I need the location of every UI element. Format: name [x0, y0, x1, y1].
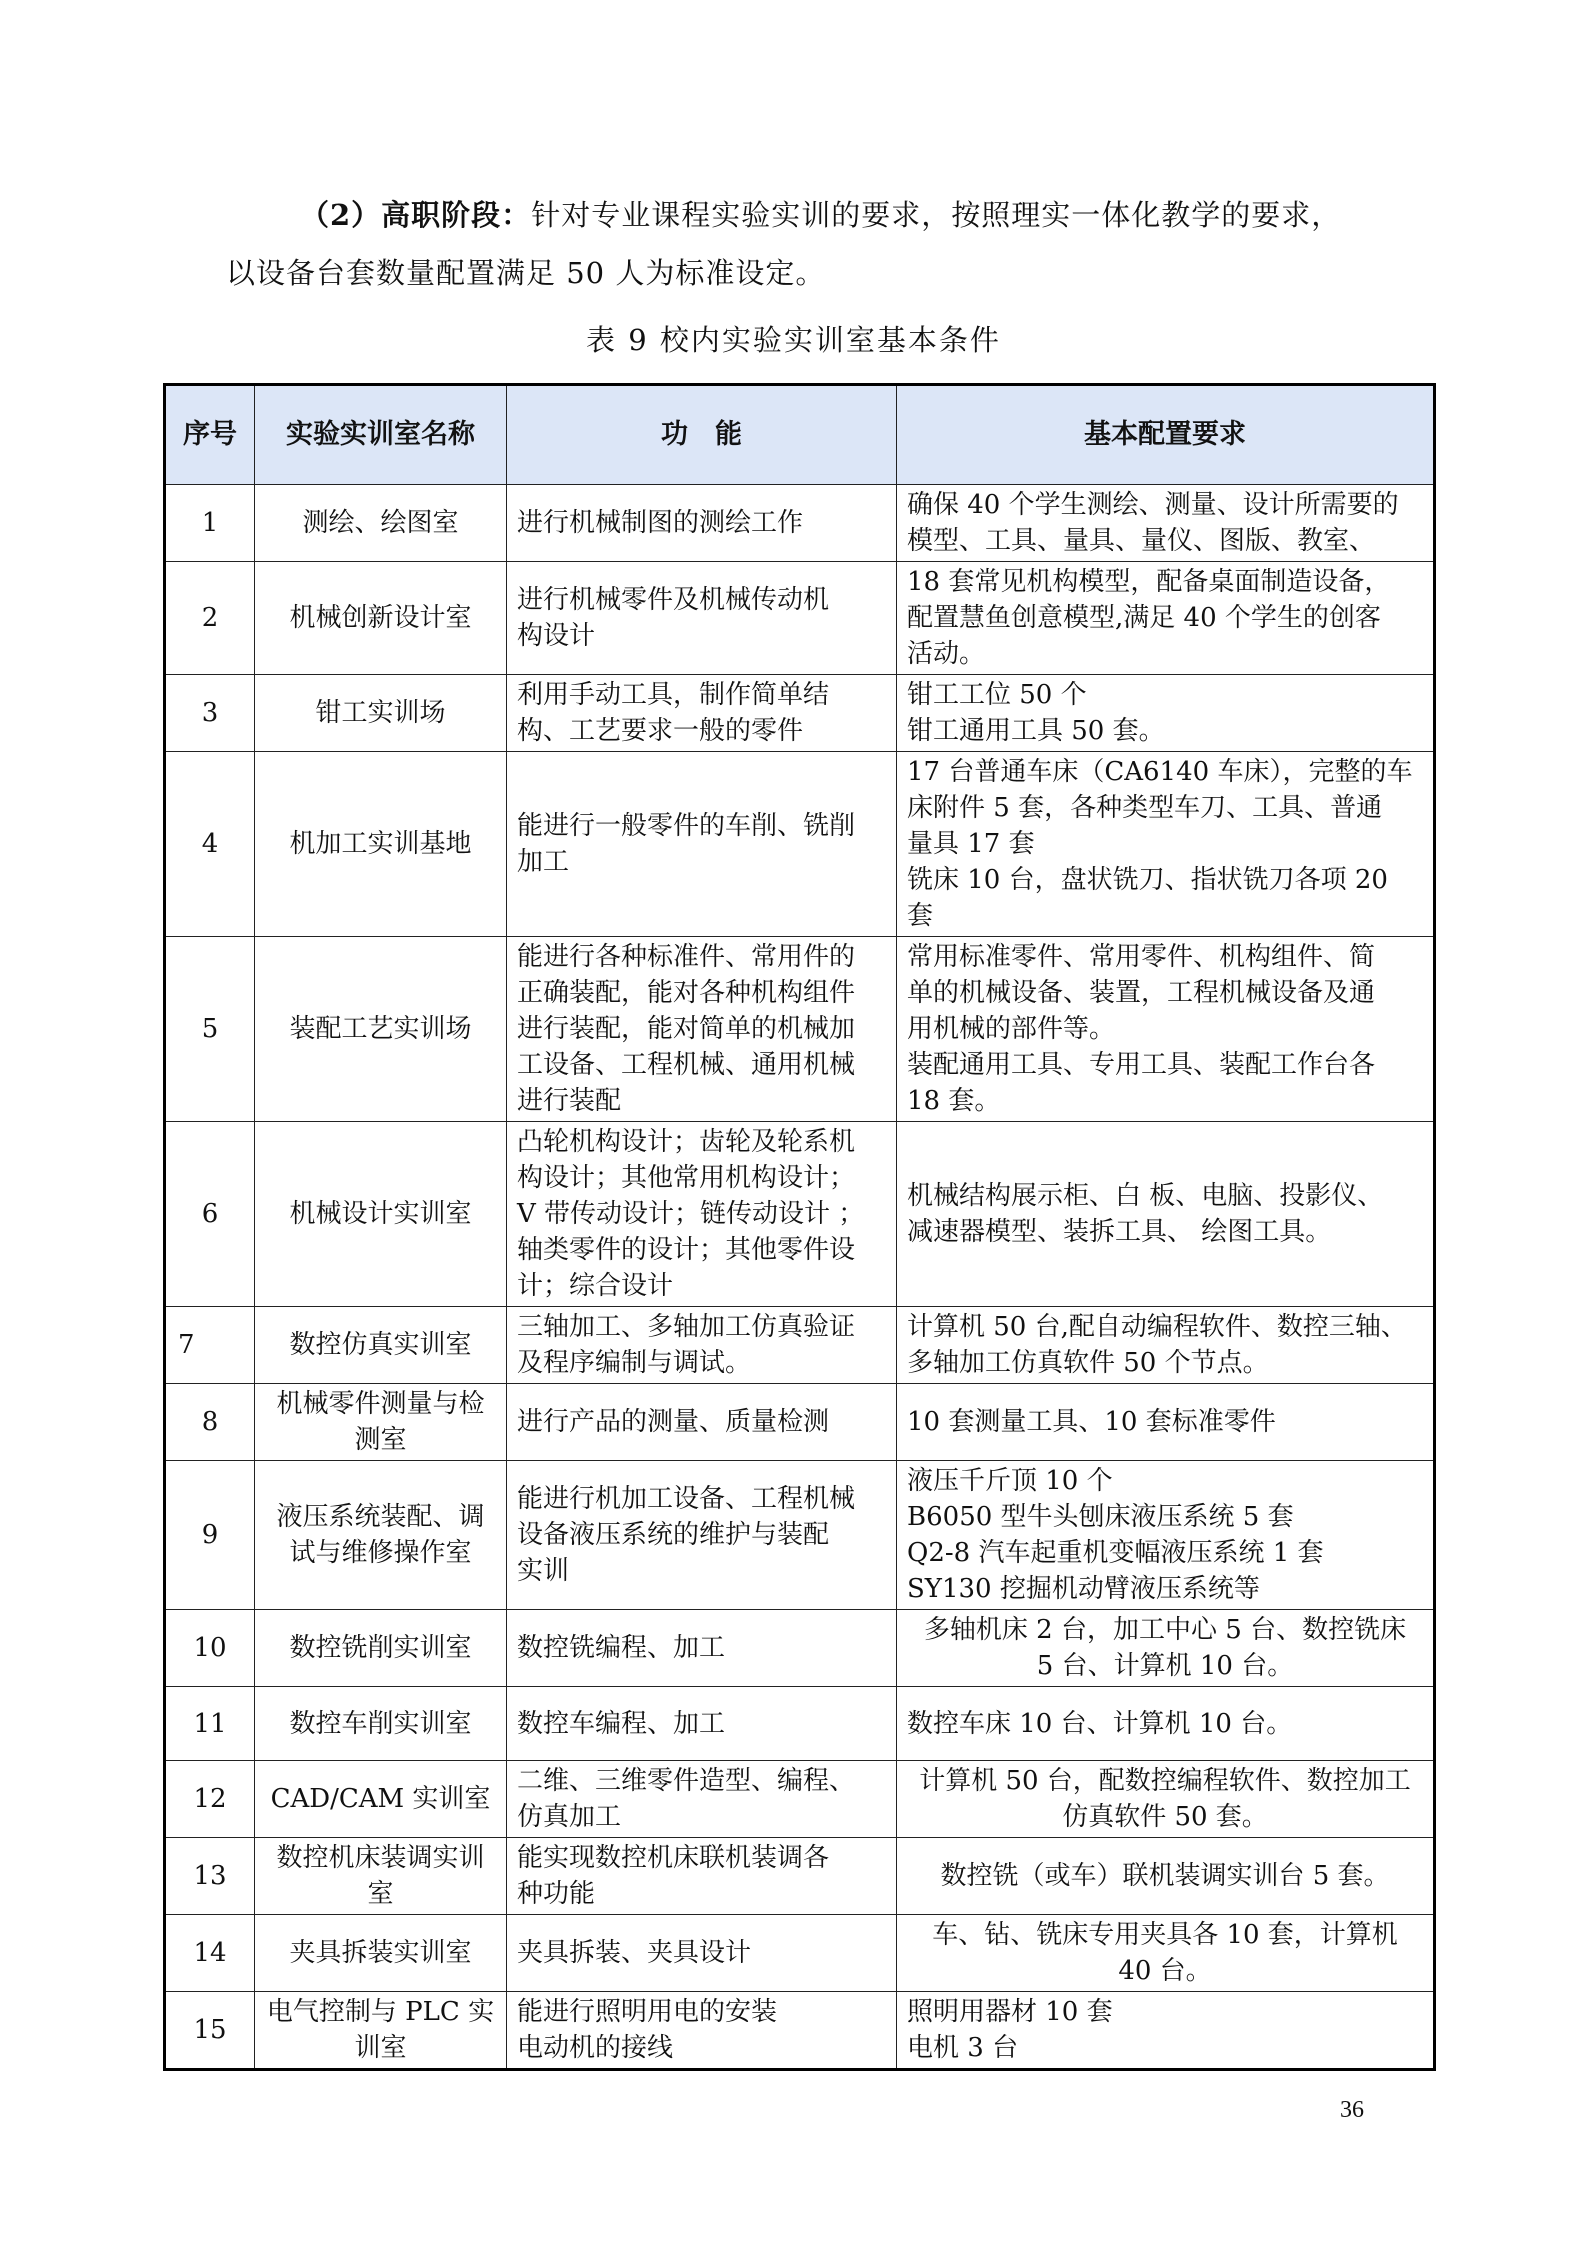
cell-function	[507, 937, 897, 1122]
header-no: 序号	[165, 385, 255, 485]
cell-function-line: 三轴加工、多轴加工仿真验证	[517, 1312, 856, 1342]
cell-no: 4	[165, 752, 255, 937]
cell-function	[507, 562, 897, 675]
cell-name-line: 训室	[354, 2033, 407, 2063]
cell-requirements-line: SY130 挖掘机动臂液压系统等	[907, 1574, 1260, 1604]
cell-name-line: 机械设计实训室	[289, 1199, 472, 1229]
cell-name-line: 室	[367, 1879, 394, 1909]
cell-function	[507, 1122, 897, 1307]
cell-function-line: 及程序编制与调试。	[517, 1348, 752, 1378]
cell-function-line: 夹具拆装、夹具设计	[517, 1938, 752, 1968]
cell-function-line: 种功能	[517, 1879, 596, 1909]
table-row	[165, 1838, 1435, 1915]
cell-no: 6	[165, 1122, 255, 1307]
cell-requirements	[897, 1687, 1435, 1761]
cell-function-line: 利用手动工具，制作简单结	[517, 680, 830, 710]
cell-requirements-line: 照明用器材 10 套	[907, 1997, 1113, 2027]
cell-function-line: 数控铣编程、加工	[517, 1633, 726, 1663]
cell-requirements-line: 电机 3 台	[907, 2033, 1019, 2063]
cell-no: 14	[165, 1915, 255, 1992]
cell-name-line: 数控车削实训室	[289, 1708, 472, 1739]
cell-requirements-line: 铣床 10 台，盘状铣刀、指状铣刀各项 20	[907, 865, 1388, 895]
cell-requirements-line: 模型、工具、量具、量仪、图版、教室、	[907, 526, 1376, 556]
header-requirements: 基本配置要求	[897, 385, 1435, 485]
cell-function-line: 能进行机加工设备、工程机械	[517, 1484, 856, 1514]
cell-name-line: 数控机床装调实训	[276, 1843, 485, 1873]
cell-function-line: 电动机的接线	[517, 2033, 674, 2063]
cell-name-line: 机加工实训基地	[289, 829, 472, 859]
table-row	[165, 1122, 1435, 1307]
cell-requirements-line: 液压千斤顶 10 个	[907, 1466, 1113, 1496]
cell-requirements-line: 5 台、计算机 10 台。	[1036, 1651, 1294, 1681]
cell-requirements-line: 量具 17 套	[907, 829, 1035, 859]
cell-requirements-line: 10 套测量工具、10 套标准零件	[907, 1407, 1276, 1437]
cell-requirements-line: 数控铣（或车）联机装调实训台 5 套。	[940, 1861, 1390, 1891]
cell-requirements-line: 18 套常见机构模型，配备桌面制造设备，	[907, 567, 1391, 597]
intro-text-1: 针对专业课程实验实训的要求，按照理实一体化教学的要求，	[531, 198, 1342, 232]
cell-function-line: 进行装配，能对简单的机械加	[517, 1014, 856, 1044]
cell-function-line: 构设计	[517, 621, 596, 651]
cell-no: 15	[165, 1992, 255, 2070]
cell-requirements-line: 数控车床 10 台、计算机 10 台。	[907, 1708, 1293, 1739]
cell-requirements-line: 机械结构展示柜、白 板、电脑、投影仪、	[907, 1181, 1384, 1211]
cell-requirements-line: 钳工通用工具 50 套。	[907, 716, 1165, 746]
cell-requirements	[897, 752, 1435, 937]
cell-function-line: 计；综合设计	[517, 1271, 674, 1301]
cell-function	[507, 1915, 897, 1992]
cell-name	[255, 1992, 507, 2070]
cell-requirements	[897, 1610, 1435, 1687]
cell-function-line: V 带传动设计；链传动设计 ；	[517, 1199, 865, 1229]
cell-function-line: 正确装配，能对各种机构组件	[517, 978, 856, 1008]
cell-name	[255, 562, 507, 675]
table-row	[165, 1761, 1435, 1838]
cell-name	[255, 675, 507, 752]
cell-function-line: 二维、三维零件造型、编程、	[517, 1766, 856, 1796]
cell-requirements-line: 多轴加工仿真软件 50 个节点。	[907, 1348, 1269, 1378]
cell-no: 9	[165, 1461, 255, 1610]
cell-requirements	[897, 1307, 1435, 1384]
cell-name-line: 液压系统装配、调	[276, 1502, 485, 1532]
cell-requirements-line: 车、钻、铣床专用夹具各 10 套，计算机	[932, 1920, 1398, 1950]
cell-function	[507, 1838, 897, 1915]
cell-no: 12	[165, 1761, 255, 1838]
cell-requirements-line: 计算机 50 台，配数控编程软件、数控加工	[919, 1766, 1411, 1796]
cell-requirements-line: 用机械的部件等。	[907, 1014, 1116, 1044]
cell-function	[507, 1461, 897, 1610]
cell-function-line: 工设备、工程机械、通用机械	[517, 1050, 856, 1080]
cell-requirements-line: 减速器模型、装拆工具、 绘图工具。	[907, 1217, 1332, 1247]
cell-function-line: 能进行各种标准件、常用件的	[517, 942, 856, 972]
cell-function-line: 凸轮机构设计；齿轮及轮系机	[517, 1127, 856, 1157]
cell-function	[507, 485, 897, 562]
cell-requirements-line: 床附件 5 套，各种类型车刀、工具、普通	[907, 793, 1383, 823]
cell-no: 10	[165, 1610, 255, 1687]
table-row	[165, 1610, 1435, 1687]
cell-no: 5	[165, 937, 255, 1122]
lab-conditions-table	[163, 383, 1436, 2071]
cell-function	[507, 1610, 897, 1687]
cell-requirements-line: 多轴机床 2 台，加工中心 5 台、数控铣床	[923, 1615, 1407, 1645]
table-row	[165, 1461, 1435, 1610]
intro-text-2: 以设备台套数量配置满足 50 人为标准设定。	[226, 256, 826, 290]
cell-function-line: 构设计；其他常用机构设计；	[517, 1163, 856, 1193]
cell-name-line: 测绘、绘图室	[302, 508, 459, 538]
cell-function-line: 数控车编程、加工	[517, 1708, 726, 1739]
cell-function-line: 加工	[517, 847, 570, 877]
cell-name-line: 机械零件测量与检	[276, 1389, 485, 1419]
cell-function-line: 实训	[517, 1556, 570, 1586]
cell-requirements	[897, 1122, 1435, 1307]
table-body	[165, 485, 1435, 2070]
cell-name	[255, 485, 507, 562]
cell-name	[255, 1687, 507, 1761]
cell-name	[255, 937, 507, 1122]
table-row	[165, 1384, 1435, 1461]
table-row	[165, 937, 1435, 1122]
cell-name	[255, 1461, 507, 1610]
cell-name	[255, 752, 507, 937]
cell-requirements	[897, 1761, 1435, 1838]
cell-requirements-line: 确保 40 个学生测绘、测量、设计所需要的	[907, 490, 1399, 520]
cell-requirements	[897, 675, 1435, 752]
cell-function-line: 能进行照明用电的安装	[517, 1997, 778, 2027]
cell-function-line: 轴类零件的设计；其他零件设	[517, 1235, 856, 1265]
cell-requirements-line: 17 台普通车床（CA6140 车床），完整的车	[907, 757, 1413, 787]
cell-name	[255, 1838, 507, 1915]
cell-name-line: 机械创新设计室	[289, 603, 472, 633]
cell-name-line: CAD/CAM 实训室	[270, 1784, 491, 1814]
cell-no: 8	[165, 1384, 255, 1461]
cell-function-line: 进行装配	[517, 1086, 622, 1116]
cell-function	[507, 1687, 897, 1761]
cell-name-line: 夹具拆装实训室	[289, 1938, 472, 1968]
cell-requirements	[897, 1838, 1435, 1915]
cell-requirements	[897, 1461, 1435, 1610]
cell-name-line: 数控铣削实训室	[289, 1633, 472, 1663]
cell-function	[507, 1384, 897, 1461]
table-row	[165, 562, 1435, 675]
page-number: 36	[1340, 2097, 1364, 2123]
intro-paragraph	[228, 186, 1428, 302]
cell-requirements	[897, 1384, 1435, 1461]
cell-name	[255, 1610, 507, 1687]
cell-requirements-line: 40 台。	[1118, 1956, 1212, 1986]
cell-no: 1	[165, 485, 255, 562]
cell-function-line: 构、工艺要求一般的零件	[517, 716, 804, 746]
cell-function-line: 进行产品的测量、质量检测	[517, 1407, 830, 1437]
cell-name-line: 电气控制与 PLC 实	[266, 1997, 495, 2027]
cell-function	[507, 1761, 897, 1838]
cell-function-line: 能进行一般零件的车削、铣削	[517, 811, 856, 841]
table-header-row	[165, 385, 1435, 485]
cell-no: 11	[165, 1687, 255, 1761]
cell-requirements-line: 常用标准零件、常用零件、机构组件、简	[907, 942, 1376, 972]
cell-requirements	[897, 485, 1435, 562]
cell-requirements-line: 18 套。	[907, 1086, 1001, 1116]
cell-no: 3	[165, 675, 255, 752]
table-row	[165, 485, 1435, 562]
cell-requirements-line: Q2-8 汽车起重机变幅液压系统 1 套	[907, 1538, 1324, 1568]
table-caption: 表 9 校内实验实训室基本条件	[586, 323, 1001, 357]
cell-name	[255, 1915, 507, 1992]
header-function: 功 能	[507, 385, 897, 485]
cell-requirements-line: 计算机 50 台,配自动编程软件、数控三轴、	[907, 1312, 1407, 1342]
cell-no: 2	[165, 562, 255, 675]
cell-requirements-line: 装配通用工具、专用工具、装配工作台各	[907, 1050, 1376, 1080]
cell-function	[507, 675, 897, 752]
cell-name	[255, 1307, 507, 1384]
cell-name-line: 测室	[354, 1425, 407, 1455]
cell-function	[507, 752, 897, 937]
intro-lead: （2）高职阶段：	[300, 198, 532, 232]
cell-function-line: 进行机械零件及机械传动机	[517, 585, 830, 615]
cell-requirements	[897, 1992, 1435, 2070]
table-row	[165, 675, 1435, 752]
cell-function-line: 能实现数控机床联机装调各	[517, 1843, 830, 1873]
table-row	[165, 1307, 1435, 1384]
cell-no: 13	[165, 1838, 255, 1915]
cell-requirements	[897, 562, 1435, 675]
table-row	[165, 1915, 1435, 1992]
table-row	[165, 752, 1435, 937]
cell-requirements-line: 仿真软件 50 套。	[1062, 1802, 1268, 1832]
cell-requirements	[897, 1915, 1435, 1992]
cell-requirements-line: 配置慧鱼创意模型,满足 40 个学生的创客	[907, 603, 1381, 633]
cell-name	[255, 1761, 507, 1838]
cell-name-line: 数控仿真实训室	[289, 1330, 472, 1360]
cell-name	[255, 1384, 507, 1461]
cell-requirements-line: B6050 型牛头刨床液压系统 5 套	[907, 1502, 1294, 1532]
cell-function	[507, 1307, 897, 1384]
header-name: 实验实训室名称	[255, 385, 507, 485]
table-row	[165, 1992, 1435, 2070]
cell-requirements-line: 单的机械设备、装置，工程机械设备及通	[907, 978, 1376, 1008]
table-row	[165, 1687, 1435, 1761]
cell-requirements-line: 活动。	[907, 639, 986, 669]
cell-name	[255, 1122, 507, 1307]
cell-requirements	[897, 937, 1435, 1122]
cell-requirements-line: 钳工工位 50 个	[907, 680, 1087, 710]
cell-function	[507, 1992, 897, 2070]
cell-function-line: 仿真加工	[517, 1802, 622, 1832]
cell-requirements-line: 套	[907, 901, 934, 931]
cell-name-line: 试与维修操作室	[289, 1538, 472, 1568]
cell-name-line: 钳工实训场	[315, 698, 446, 728]
cell-name-line: 装配工艺实训场	[289, 1014, 472, 1044]
cell-function-line: 进行机械制图的测绘工作	[517, 508, 804, 538]
cell-function-line: 设备液压系统的维护与装配	[517, 1520, 830, 1550]
cell-no: 7	[165, 1307, 255, 1384]
